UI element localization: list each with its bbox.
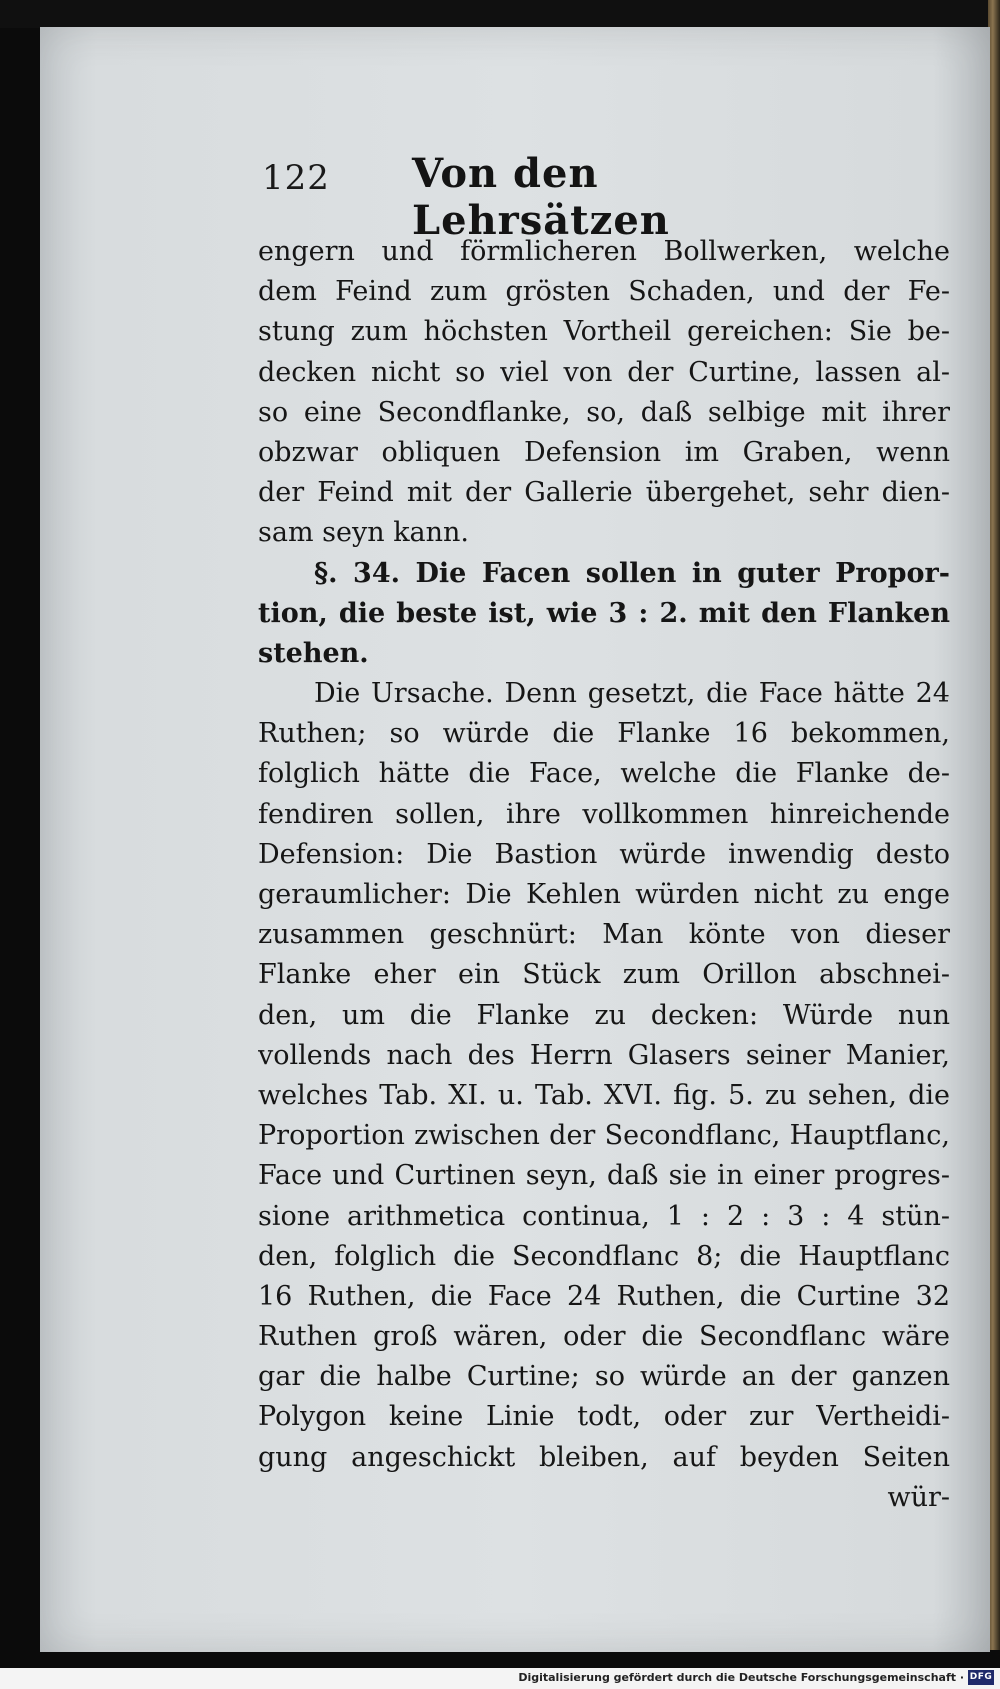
- text-line: gar die halbe Curtine; so würde an der ganzen: [258, 1361, 950, 1393]
- text-line: Ruthen; so würde die Flanke 16 bekommen,: [258, 718, 950, 750]
- section-heading-line: tion, die beste ist, wie 3 : 2. mit den Flanken: [258, 597, 950, 629]
- page-number: 122: [262, 158, 330, 198]
- page-header: [262, 150, 822, 244]
- text-line: stung zum höchsten Vortheil gereichen: Sie be-: [258, 316, 950, 348]
- text-line: den, folglich die Secondflanc 8; die Hauptflanc: [258, 1240, 950, 1272]
- section-heading-line: stehen.: [258, 637, 369, 669]
- text-line: Defension: Die Bastion würde inwendig desto: [258, 838, 950, 870]
- text-line: dem Feind zum grösten Schaden, und der Fe-: [258, 276, 950, 308]
- catchword: wür-: [887, 1481, 950, 1513]
- text-line: gung angeschickt bleiben, auf beyden Seiten: [258, 1441, 950, 1473]
- funding-credit: Digitalisierung gefördert durch die Deutsche Forschungsgemeinschaft ·: [518, 1671, 964, 1684]
- text-line: welches Tab. XI. u. Tab. XVI. fig. 5. zu sehen, die: [258, 1079, 950, 1111]
- text-line: Flanke eher ein Stück zum Orillon abschnei-: [258, 959, 950, 991]
- text-line: obzwar obliquen Defension im Graben, wenn: [258, 436, 950, 468]
- text-line: Proportion zwischen der Secondflanc, Hauptflanc,: [258, 1120, 950, 1152]
- text-line: den, um die Flanke zu decken: Würde nun: [258, 999, 950, 1031]
- scan-background-top: [0, 0, 1000, 28]
- text-line: Ruthen groß wären, oder die Secondflanc wäre: [258, 1321, 950, 1353]
- text-line: fendiren sollen, ihre vollkommen hinreichende: [258, 798, 950, 830]
- text-line: Die Ursache. Denn gesetzt, die Face hätte 24: [314, 678, 950, 710]
- text-line: so eine Secondflanke, so, daß selbige mit ihrer: [258, 396, 950, 428]
- text-line: zusammen geschnürt: Man könte von dieser: [258, 919, 950, 951]
- text-line: geraumlicher: Die Kehlen würden nicht zu enge: [258, 879, 950, 910]
- dfg-logo: DFG: [968, 1670, 994, 1685]
- text-line: decken nicht so viel von der Curtine, lassen al-: [258, 356, 950, 388]
- text-line: Face und Curtinen seyn, daß sie in einer progres-: [258, 1160, 950, 1192]
- section-heading-line: §. 34. Die Facen sollen in guter Propor-: [314, 557, 950, 589]
- text-line: sione arithmetica continua, 1 : 2 : 3 : 4 stün-: [258, 1200, 950, 1232]
- text-line: Polygon keine Linie todt, oder zur Vertheidi-: [258, 1401, 950, 1433]
- text-line: 16 Ruthen, die Face 24 Ruthen, die Curtine 32: [258, 1280, 950, 1312]
- digitization-footer: [0, 1668, 1000, 1689]
- running-head: Von den Lehrsätzen: [412, 150, 670, 244]
- text-line: vollends nach des Herrn Glasers seiner Manier,: [258, 1039, 950, 1071]
- text-line: folglich hätte die Face, welche die Flanke de-: [258, 758, 950, 790]
- text-line: sam seyn kann.: [258, 517, 470, 549]
- text-line: engern und förmlicheren Bollwerken, welche: [258, 236, 950, 267]
- body-text: [258, 232, 950, 1518]
- text-line: der Feind mit der Gallerie übergehet, sehr dien-: [258, 477, 950, 509]
